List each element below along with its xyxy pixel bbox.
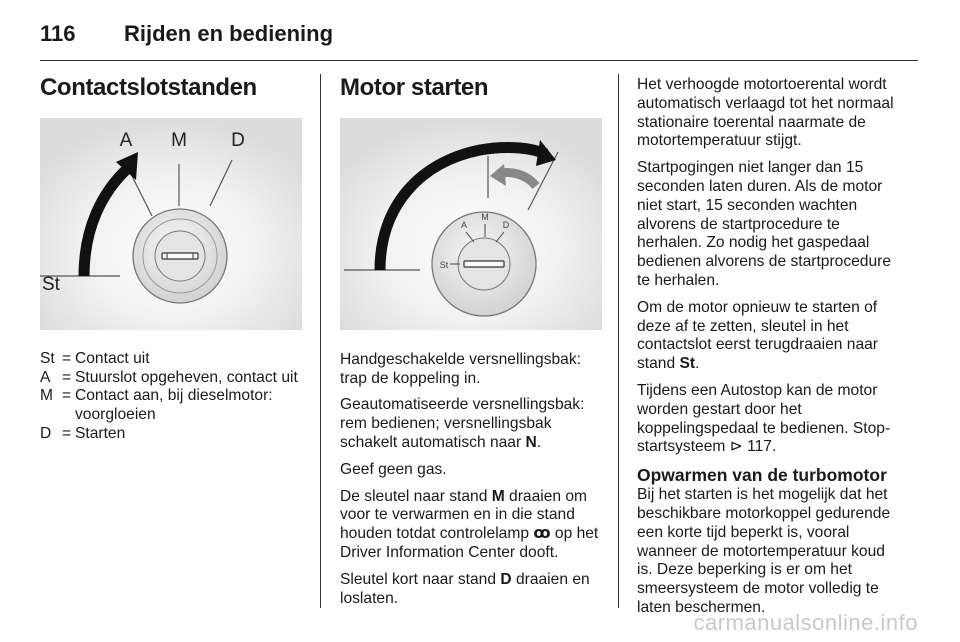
dial-label-st: St (439, 260, 449, 270)
legend-row: St = Contact uit (40, 349, 150, 367)
legend-row: A = Stuurslot opgeheven, contact uit (40, 368, 298, 386)
page-reference-icon: ⊳ (729, 438, 748, 456)
ignition-positions-illustration (40, 118, 302, 330)
section-title-contactslotstanden: Contactslotstanden (40, 74, 257, 101)
key-slot-icon (464, 261, 504, 267)
paragraph-no-throttle: Geef geen gas. (340, 460, 447, 478)
legend-row: D = Starten (40, 424, 126, 442)
paragraph-idle-speed: Het verhoogde motortoerental wordt automatisch verlaagd tot het normaal stationaire toerental naarmate de motortemperatuur stijgt. (637, 76, 894, 150)
subsection-title-turbo: Opwarmen van de turbomotor (637, 465, 887, 486)
section-title-motor-starten: Motor starten (340, 74, 489, 101)
column-continued (637, 76, 903, 618)
paragraph-restart: Om de motor opnieuw te starten of deze af te zetten, sleutel in het contactslot eerst terugdraaien naar stand St. (637, 298, 878, 373)
paragraph-autostop: Tijdens een Autostop kan de motor worden gestart door het koppelingspedaal te bedienen. Stop-startsysteem ⊳ 117. (637, 381, 891, 456)
label-a: A (119, 130, 133, 151)
dial-label-d: D (502, 220, 510, 230)
column-divider-1 (320, 74, 321, 608)
chapter-title: Rijden en bediening (124, 21, 334, 46)
page-header (40, 20, 333, 48)
paragraph-turbo: Bij het starten is het mogelijk dat het beschikbare motorkoppel gedurende een korte tijd beperkt is, vooral wanneer de motortemperatuur koud is. Deze beperking is er om het smeersysteem de motor volledig te laten beschermen. (637, 486, 891, 616)
legend-row: M = Contact aan, bij dieselmotor: voorgloeien (40, 387, 273, 424)
column-divider-2 (618, 74, 619, 608)
ignition-legend (40, 350, 304, 444)
paragraph-preheat: De sleutel naar stand M draaien om voor te verwarmen en in die stand houden totdat controlelamp ꝏ op het Driver Information Center dooft. (340, 487, 599, 561)
dial-label-m: M (481, 212, 489, 222)
preheat-lamp-icon: ꝏ (533, 525, 551, 543)
dial-label-a: A (460, 220, 468, 230)
label-d: D (231, 130, 245, 151)
paragraph-automated-gearbox: Geautomatiseerde versnellingsbak: rem bedienen; versnellingsbak schakelt automatisch naar N. (340, 396, 585, 451)
page-number: 116 (40, 21, 76, 46)
engine-start-illustration (340, 118, 602, 330)
page-reference-link[interactable]: 117 (747, 438, 772, 456)
label-m: M (171, 130, 187, 151)
watermark: carmanualsonline.info (693, 610, 918, 635)
column-contactslotstanden (40, 72, 304, 444)
paragraph-start: Sleutel kort naar stand D draaien en loslaten. (340, 570, 590, 607)
label-st: St (42, 274, 60, 295)
column-motor-starten (340, 72, 605, 616)
paragraph-manual-gearbox: Handgeschakelde versnellingsbak: trap de koppeling in. (340, 350, 581, 387)
header-divider (40, 60, 918, 61)
paragraph-start-attempts: Startpogingen niet langer dan 15 seconden laten duren. Als de motor niet start, 15 seconden wachten alvorens de startprocedure te herhalen. Zo nodig het gaspedaal bedienen alvorens de startprocedure te herhalen. (637, 159, 891, 289)
